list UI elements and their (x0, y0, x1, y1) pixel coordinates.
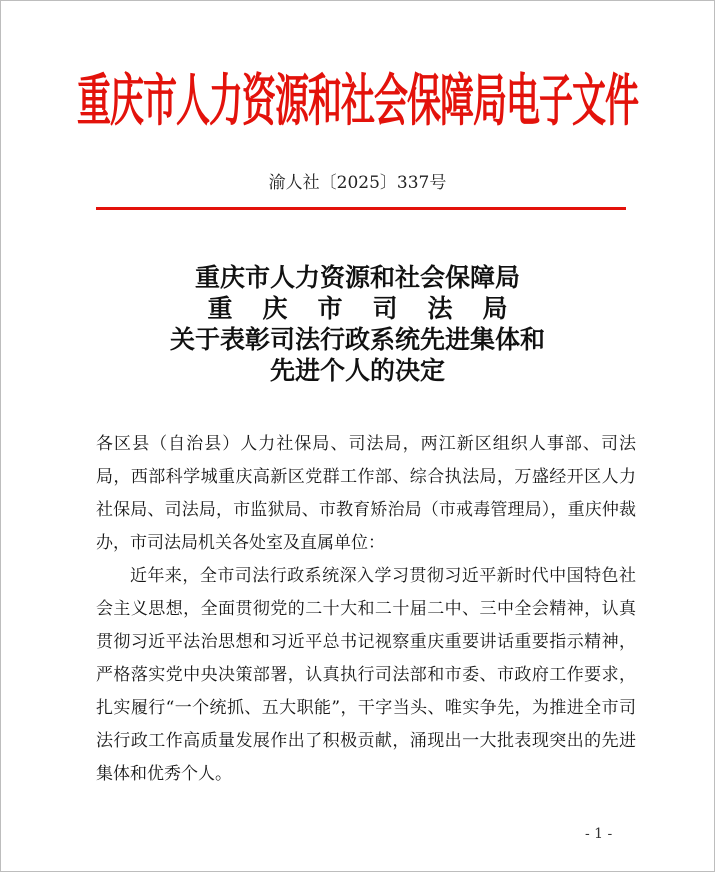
title-line-subject-2: 先进个人的决定 (269, 356, 445, 385)
document-number: 渝人社〔2025〕337号 (268, 173, 447, 193)
page-number: - 1 - (585, 826, 613, 842)
title-line-subject-1: 关于表彰司法行政系统先进集体和 (169, 325, 545, 354)
document-masthead: 重庆市人力资源和社会保障局电子文件 (77, 69, 638, 135)
document-title (60, 262, 655, 386)
red-divider-line (96, 207, 626, 210)
title-line-issuer-2: 重庆市司法局 (207, 294, 538, 323)
title-line-issuer-1: 重庆市人力资源和社会保障局 (194, 263, 520, 292)
document-body (96, 428, 636, 791)
body-paragraph: 近年来，全市司法行政系统深入学习贯彻习近平新时代中国特色社会主义思想，全面贯彻党的二十大和二十届二中、三中全会精神，认真贯彻习近平法治思想和习近平总书记视察重庆重要讲话重要指示精神，严格落实党中央决策部署，认真执行司法部和市委、市政府工作要求，扎实履行“一个统抓、五大职能”，干字当头、唯实争先，为推进全市司法行政工作高质量发展作出了积极贡献，涌现出一大批表现突出的先进集体和优秀个人。 (96, 566, 636, 784)
salutation-paragraph: 各区县（自治县）人力社保局、司法局，两江新区组织人事部、司法局，西部科学城重庆高新区党群工作部、综合执法局，万盛经开区人力社保局、司法局，市监狱局、市教育矫治局（市戒毒管理局），重庆仲裁办，市司法局机关各处室及直属单位： (96, 434, 636, 553)
